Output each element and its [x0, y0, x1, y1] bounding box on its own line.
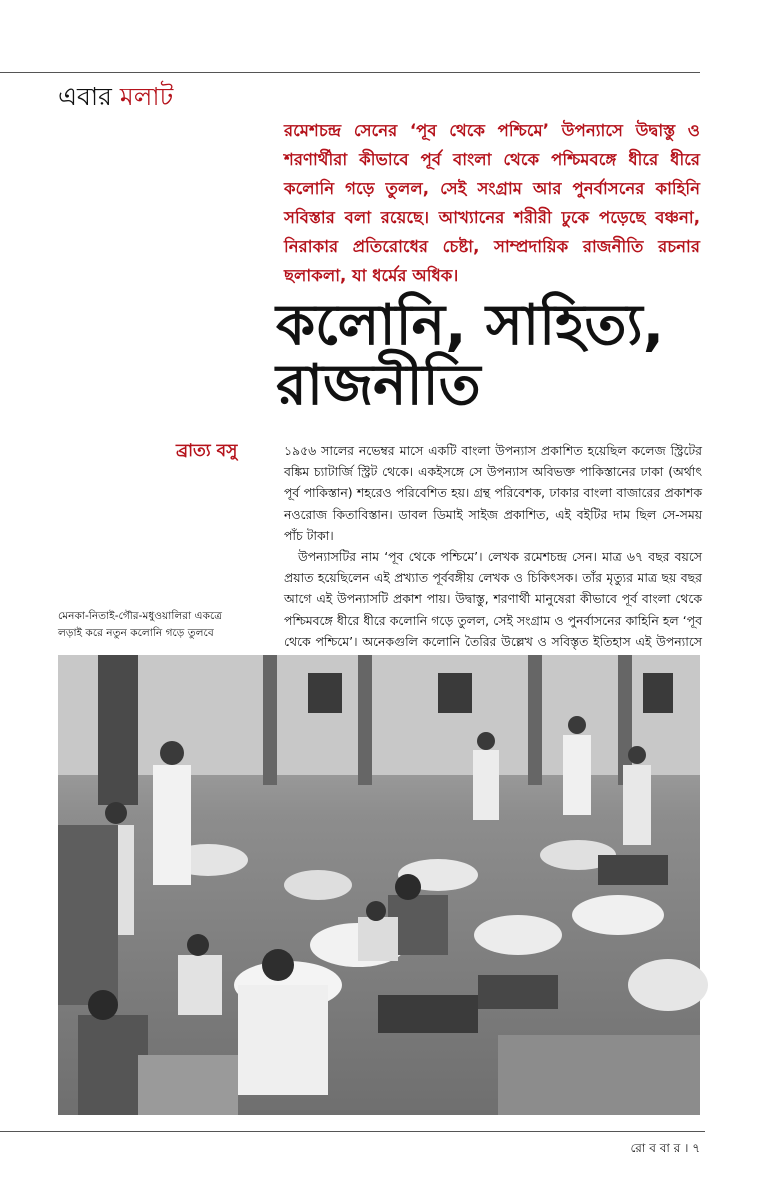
refugee-camp-photo: [58, 655, 700, 1115]
intro-standfirst: রমেশচন্দ্র সেনের ‘পূব থেকে পশ্চিমে’ উপন্যাসে উদ্বাস্তু ও শরণার্থীরা কীভাবে পূর্ব বাংলা থেকে পশ্চিমবঙ্গে ধীরে ধীরে কলোনি গড়ে তুলল, সেই সংগ্রাম আর পুনর্বাসনের কাহিনি সবিস্তার বলা রয়েছে। আখ্যানের শরীরী ঢুকে পড়েছে বঞ্চনা, নিরাকার প্রতিরোধের চেষ্টা, সাম্প্রদায়িক রাজনীতি রচনার ছলাকলা, যা ধর্মের অধিক।: [284, 121, 700, 285]
page-folio: রো ব বা র । ৭: [630, 1141, 700, 1155]
bottom-rule: [0, 1131, 705, 1132]
photo-caption: মেনকা-নিতাই-গৌর-মধুওয়ালিরা একত্রে লড়াই করে নতুন কলোনি গড়ে তুলবে: [58, 610, 223, 639]
article-body: [284, 440, 702, 649]
body-paragraph: উপন্যাসটির নাম ‘পূব থেকে পশ্চিমে’। লেখক রমেশচন্দ্র সেন। মাত্র ৬৭ বছর বয়সে প্রয়াত হয়েছিলেন এই প্রখ্যাত পূর্ববঙ্গীয় লেখক ও চিকিৎসক। তাঁর মৃত্যুর মাত্র ছয় বছর আগে এই উপন্যাসটি প্রকাশ পায়। উদ্বাস্তু, শরণার্থী মানুষেরা কীভাবে পূর্ব বাংলা থেকে পশ্চিমবঙ্গে ধীরে ধীরে কলোনি গড়ে তুলল, সেই সংগ্রাম ও পুনর্বাসনের কাহিনি হল ‘পূব থেকে পশ্চিমে’। অনেকগুলি কলোনি তৈরির উল্লেখ ও সবিস্তৃত ইতিহাস এই উপন্যাসে: [284, 549, 702, 649]
author-byline: ব্রাত্য বসু: [176, 441, 238, 461]
section-label-word1: এবার: [58, 82, 112, 111]
photo-illustration: [58, 655, 700, 1115]
headline-line2: রাজনীতি: [276, 353, 481, 418]
body-paragraph: ১৯৫৬ সালের নভেম্বর মাসে একটি বাংলা উপন্যাস প্রকাশিত হয়েছিল কলেজ স্ট্রিটের বঙ্কিম চ্যাটার্জি স্ট্রিট থেকে। একইসঙ্গে সে উপন্যাস অবিভক্ত পাকিস্তানের ঢাকা (অর্থাৎ পূর্ব পাকিস্তান) শহরেও পরিবেশিত হয়। গ্রন্থ পরিবেশক, ঢাকার বাংলা বাজারের প্রকাশক নওরোজ কিতাবিস্তান। ডাবল ডিমাই সাইজ প্রকাশিত, এই বইটির দাম ছিল সে-সময় পাঁচ টাকা।: [284, 443, 702, 543]
headline: [276, 293, 706, 418]
headline-line1: কলোনি, সাহিত্য,: [276, 293, 665, 358]
section-label-word2: মলাট: [119, 82, 174, 111]
top-rule: [0, 72, 700, 73]
section-label: [58, 80, 173, 114]
